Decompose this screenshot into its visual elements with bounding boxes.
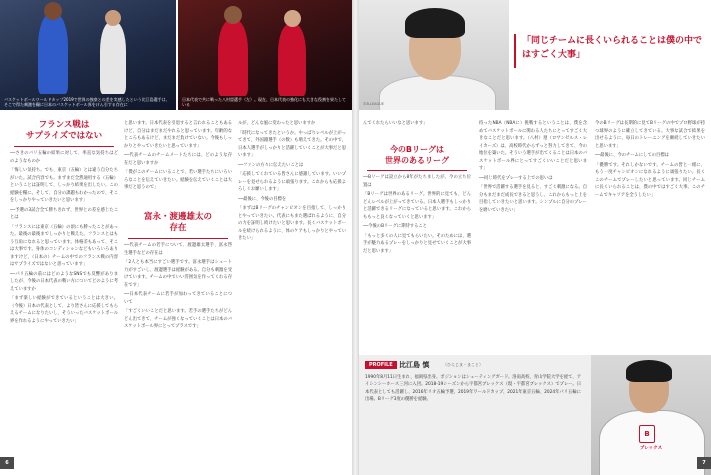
paragraph: ──最後に、今後の目標を xyxy=(238,196,287,202)
section-title-line: 今のBリーグは xyxy=(389,145,445,154)
paragraph: 「もっと多くの人に見てもらいたい。そのためには、選手が魅力あるプレーをしっかりと見せていくことが大事だと思います」 xyxy=(363,233,471,254)
paragraph: 「僕がこのチームにいることで、若い選手たちにいろいろなことを伝えていきたい。経験を伝えていくことは大事だと思うので」 xyxy=(124,170,232,190)
paragraph: 持ったNBA（NBAに）挑戦するということは、僕を含めてバスケットボールに関わる人たちにとってすごく大きなことだと思います。（八村）塁（ロサンゼルス・レイカーズ）は、高校時代からずっと努力してきて、今の地位を築いた。そういう選手が出てくることは日本のバスケットボール界にとってすごくいいことだと思います」 xyxy=(479,121,587,171)
paragraph: ──ファンの方々に伝えたいことは xyxy=(238,162,304,168)
paragraph: ──日本代表チームに若手が加わってきていることについて xyxy=(124,292,232,305)
photo-caption-right: 日本代表で共に戦った八村塁選手（左）。現在、日本代表の強化にも大きな役割を果たしている xyxy=(182,97,346,107)
paragraph: 今のBリーグは長期的に見てBリーグの中でプロ野球が持つ球界のように確立してきている。大事な試合で結果を出せるように、毎日のトレーニングを継続していきたいと思います」 xyxy=(595,121,705,149)
paragraph: 「時代になってきたというか。やっぱりレベルが上がってきて、外国籍選手（の数）も増えてきた。その中で、日本人選手がしっかりと活躍していくことが大事だと思います」 xyxy=(238,130,346,158)
section-title-line: フランス戦は xyxy=(38,120,90,130)
profile-text: 1990年8月11日生まれ、福岡県出身。ポジションはシューティングガード。洛南高校、青山学院大学を経て、アイシンシーホース三河に入団。2018-19シーズンから宇都宮ブレックス（現・宇都宮ブレックス）でプレー。日本代表としても活躍し、2016年リオ五輪予選、2019年ワールドカップ、2021年東京五輪、2024年パリ五輪に出場。Bリーグ3度の優勝を経験。 xyxy=(365,375,581,402)
quote-text: 「同じチームに長くいられることは僕の中ではすごく大事」 xyxy=(522,36,703,60)
paragraph: ──最後に、今のチームにしての目標は xyxy=(595,153,669,158)
title-divider xyxy=(128,238,228,239)
quote-accent-bar xyxy=(514,34,516,68)
game-photo-right xyxy=(178,0,352,110)
profile-tag: PROFILE xyxy=(365,361,397,369)
section-title-line: サプライズではない xyxy=(25,131,103,141)
right-column-2 xyxy=(479,120,587,350)
paragraph: と思います。日本代表を引退すると言われることもあるけど、自分はまだまだやれると思っています。年齢的なところもあるけど、まだまだ負けていない。今後もしっかりとやっていきたいと思っています」 xyxy=(124,121,232,149)
team-logo-text: ブレックス xyxy=(639,446,663,451)
paragraph: 「すごくいいことだと思います。若手の選手たちがどんどん出てきて、チームが強くなっていくことは日本のバスケットボール界にとってプラスです」 xyxy=(124,309,232,329)
section-title-line: 世界のあるリーグ xyxy=(385,156,449,165)
paragraph: ──代表チームの若手について、渡邊雄太選手、富永啓生選手などの存在は xyxy=(124,243,232,256)
page-number-right: 7 xyxy=(697,457,711,469)
section-title-tominaga xyxy=(124,212,232,234)
paragraph: ──予選の3試合全て勝ちきれず、世界との差を感じたことは xyxy=(10,207,118,220)
paragraph: ──今後のBリーグに期待すること xyxy=(363,224,427,229)
left-column-2-top xyxy=(124,120,232,215)
profile-photo xyxy=(591,355,711,475)
left-column-3 xyxy=(238,120,346,460)
section-title-bleague xyxy=(363,144,471,166)
paragraph: 「世界で活躍する選手を見ると、すごく刺激になる。自分もまだまだ成長できると思うし、これからもっと上を目指していきたいと思います。シンプルに自分のプレーを磨いていきたい」 xyxy=(479,185,587,213)
paragraph: ──パリ五輪の前にはどのようなSNSでも反響がありましたが、今後の日本代表の戦い方についてどのように考えていますか xyxy=(10,271,118,292)
paragraph: 「Bリーグは世界のあるリーグ。世界的に見ても、どんどんレベルが上がってきている。日本人選手もしっかりと活躍できるリーグになっていると思います。これからももっと良くなっていくと思います」 xyxy=(363,192,471,220)
paragraph: 「フランスには東京（五輪）の頃にも勝ったことがあった。最後の最後までしっかりと戦えた。フランスとはもう互角になれると思っています。体格差もあって、そこは大事です。身体のコンディションなどもいろいろありますけど、（日本の）チームの中でのフランス戦の内容はサプライズではないと思っています」 xyxy=(10,224,118,267)
title-divider xyxy=(367,170,467,171)
paragraph: ──Bリーグは設立から8年がたちましたが、今の立ち位置は xyxy=(363,175,471,188)
portrait-photo xyxy=(359,0,509,110)
right-column-1 xyxy=(363,174,471,350)
profile-name: 比江島 慎 xyxy=(399,361,430,369)
paragraph: 「まずはBリーグのチャンピオンを目指して、しっかりとやっていきたい。代表にもまた選ばれるように、自分の力を証明し続けたいと思います。長くバスケットボールを続けられるように、体のケアもしっかりとやっていきたい」 xyxy=(238,206,346,241)
section-title-line: 存在 xyxy=(169,223,187,233)
profile-box xyxy=(359,355,711,475)
left-column-1 xyxy=(10,150,118,460)
paragraph: 「まず楽しい経験ができているということは大きい。（今後）日本の代表として、より皆さんに応援してもらえるチームになりたいし、そういったバスケットボール界を作れるようにやっていきたい」 xyxy=(10,296,118,324)
game-photo-left xyxy=(0,0,176,110)
paragraph: んでくれたらいいなと思います」 xyxy=(363,121,428,126)
left-column-2-bottom xyxy=(124,242,232,460)
photo-credit: ©B.LEAGUE xyxy=(363,102,384,106)
title-divider xyxy=(14,146,114,147)
photo-caption-left: バスケットボールワールドカップ2019で世界の強豪との差を実感したという比江島選手は、そこで得た刺激を糧に日本のバスケットボール界をけん引する存在に xyxy=(4,97,170,107)
paragraph: 「2人とも本当にすごい選手です。富永選手はシュート力がすごいし、渡邊選手は経験がある。自分も刺激を受けています。チームの中でいい雰囲気を作ってくれる存在です」 xyxy=(124,260,232,288)
section-title-line: 富永・渡邊雄太の xyxy=(143,212,212,222)
top-photo-strip xyxy=(0,0,352,110)
right-column-3 xyxy=(595,120,705,350)
spine-gutter xyxy=(352,0,359,475)
paragraph: 「応援してくれている皆さんに感謝しています。いいプレーを見せられるように頑張ります。これからも応援よろしくお願いします」 xyxy=(238,172,346,192)
pull-quote xyxy=(514,22,709,86)
paragraph: ──さきのパリ五輪の結果に対して、率直な気持ちはどのようなものか xyxy=(10,151,118,164)
paragraph: ──同じ時代をプレーする上での思いは xyxy=(479,175,553,181)
team-logo-icon: B xyxy=(639,425,655,443)
paragraph: ルが、どんな風に変わったと思いますか xyxy=(238,121,316,126)
paragraph: ──代表チームのチームメートたちには、どのような存在だと思いますか xyxy=(124,153,232,166)
right-page xyxy=(359,0,711,475)
paragraph: 「優勝です。それしかないです。チームの皆と一緒に、もう一度チャンピオンになれるように頑張りたい。長くこのチームでプレーしたいと思っています。同じチームに長くいられることは、僕の中ではすごく大事。このチームでキャリアを全うしたい」 xyxy=(595,162,705,198)
page-number-left: 6 xyxy=(0,457,14,469)
section-title-france xyxy=(10,120,118,142)
paragraph: 「悔しい気持ち。でも、東京（五輪）とは違う自分たちがいた。試合内容でも。まずまだ全然通用する（五輪）ということは証明して、しっかり結果を出したい。この経験を糧に。そして、自分の課題もわかったので、そこをしっかりやっていきたいと思います」 xyxy=(10,168,118,203)
left-page xyxy=(0,0,352,475)
profile-kana: （ひえじま・まこと） xyxy=(443,362,483,367)
